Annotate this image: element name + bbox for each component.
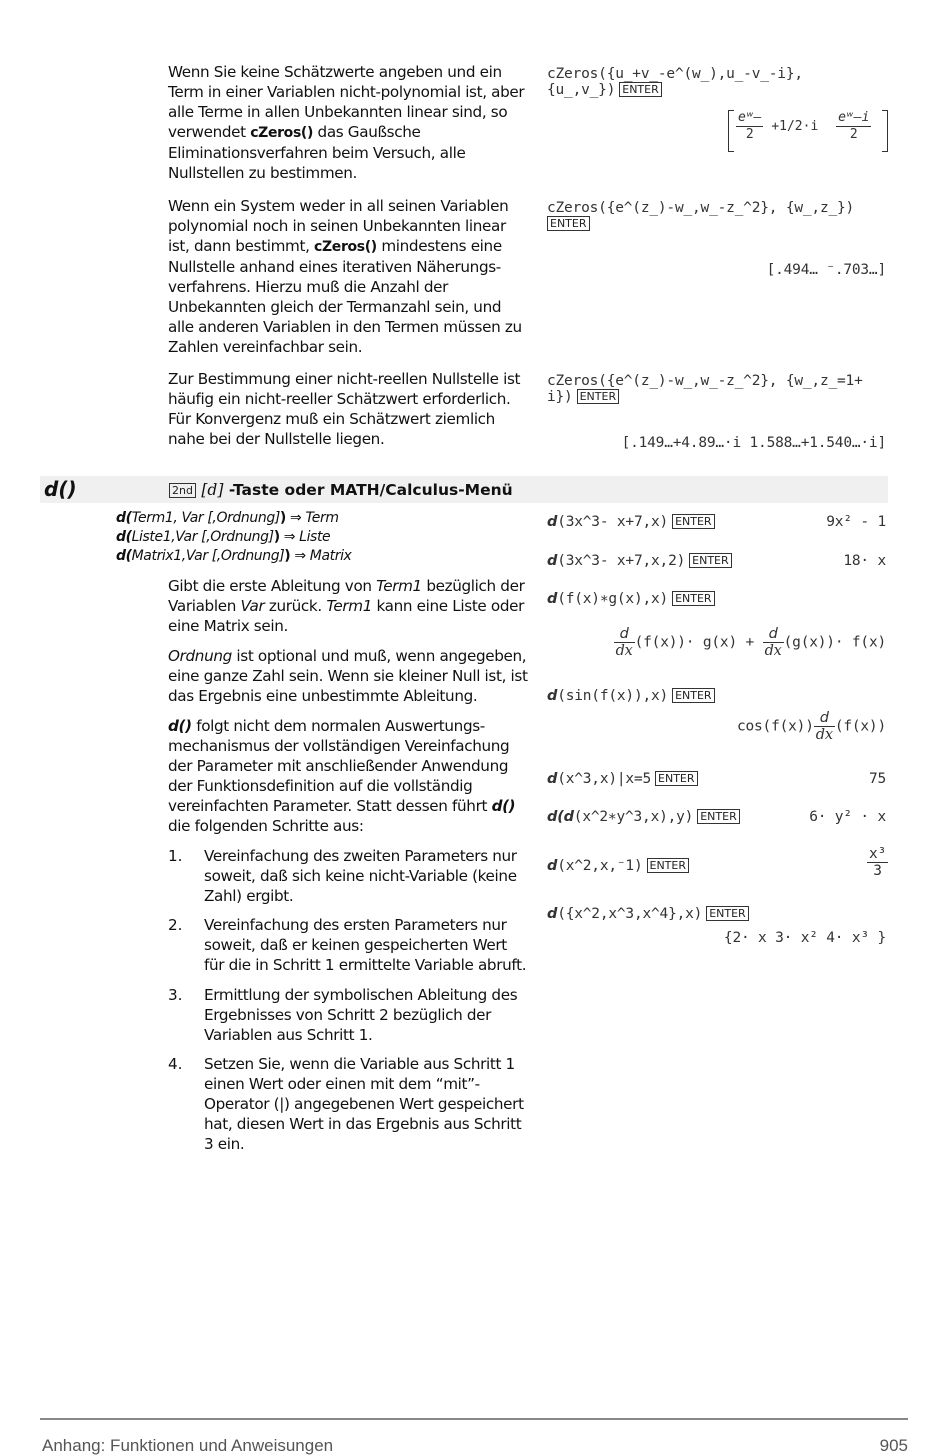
d-fn: d [547,514,558,530]
derivative-den: dx [615,643,633,659]
d-example-3-input [547,591,715,607]
derivative-num: d [814,710,835,727]
italic-ordnung: Ordnung [168,647,232,665]
footer-title: Anhang: Funktionen und Anweisungen [42,1436,334,1455]
d-fn: d [547,906,558,922]
d-example-5-result: 75 [868,771,886,787]
d-fn: d [547,858,558,874]
steps-list [168,846,530,1156]
italic-term: Term1 [326,597,373,615]
enter-key: ENTER [647,858,690,873]
enter-key: ENTER [689,553,732,568]
page-number: 905 [879,1436,908,1455]
czeros-example-2-result: [.494… ⁻.703…] [766,262,886,278]
optional: [,Ordnung] [207,510,280,526]
enter-key: ENTER [619,82,662,97]
term: (f(x)) [834,718,886,735]
derivative-num: d [763,626,784,643]
args: Matrix1,Var [131,548,208,564]
d-fn: d [547,809,558,825]
text: Gibt die erste Ableitung von [168,577,377,595]
d-example-1-result: 9x² - 1 [826,514,886,530]
text: kann eine Liste oder eine Matrix sein. [168,597,525,635]
result: Matrix [309,548,352,564]
expression: (x^3,x)|x=5 [557,771,652,787]
second-key: 2nd [169,483,196,498]
arrow: ⇒ [294,548,306,564]
result: Liste [299,529,331,545]
czeros-example-2-input [547,200,854,232]
italic-term: Term1 [376,577,422,595]
fraction-numerator: eʷ–i [838,110,870,125]
d-example-2-result: 18· x [843,553,886,569]
d-key: [d] [201,481,224,499]
fn: d( [116,529,132,545]
d-example-1-input [547,514,715,530]
text: Wenn Sie keine Schätzwerte angeben und ein Term in einer Variablen nicht-polynomial ist, aber alle Terme in allen Unbekannten linear sind, so verwendet [168,63,525,141]
d-fn: d [547,688,558,704]
header-text: -Taste oder MATH/Calculus-Menü [228,481,513,499]
d-example-4-result [737,710,886,743]
syntax-line-3 [116,547,351,566]
czeros-example-3-result: [.149…+4.89…·i 1.588…+1.540…·i] [621,435,886,451]
enter-key: ENTER [655,771,698,786]
matrix-bracket-right [882,110,888,152]
fraction-denominator: 2 [745,127,754,142]
expression: cZeros({u_+v_-e^(w_),u_-v_-i}, [547,66,803,82]
enter-key: ENTER [577,389,620,404]
fraction-numerator: x³ [868,846,886,862]
fn: d( [116,548,132,564]
arrow: ⇒ [289,510,302,526]
close: ) [273,529,280,545]
result-values: .494… ⁻.703… [775,262,878,278]
optional: [,Ordnung] [211,548,285,564]
d-fn: d [547,553,558,569]
czeros-example-1-input [547,66,803,98]
expression: (x^2,x,⁻1) [557,858,643,874]
czeros-paragraph-2 [168,196,530,357]
args: Liste1,Var [131,529,198,545]
function-name: cZeros() [250,125,314,141]
text: die folgenden Schritte aus: [168,817,364,835]
enter-key: ENTER [547,216,590,231]
czeros-paragraph-3 [168,369,530,449]
term: +1/2·i [771,119,819,134]
term: cos(f(x)) [736,718,814,735]
term: (f(x))· g(x) + [634,634,755,651]
fn: d( [116,510,132,526]
syntax-block [116,509,351,566]
expression: (sin(f(x)),x) [557,688,669,704]
d-paragraph-1 [168,576,530,636]
d-fn: d [547,771,558,787]
d-example-6-input [547,809,740,825]
enter-key: ENTER [672,591,715,606]
key-label: d [207,481,218,499]
enter-key: ENTER [672,688,715,703]
fraction-numerator: eʷ– [738,110,762,125]
arrow: ⇒ [283,529,296,545]
enter-key: ENTER [697,809,740,824]
fraction-denominator: 3 [873,863,882,879]
text: mindestens eine Nullstelle anhand eines iterativen Näherungs-verfahrens. Hierzu muß die Anzahl der Unbekannten gleich der Termanzahl sein, und alle anderen Variablen in den Termen müssen zu Zahlen vereinfachbar sein. [168,237,522,356]
section-title: d() [44,477,77,501]
fraction-denominator: 2 [849,127,858,142]
footer-rule [40,1418,908,1420]
italic-var: Var [240,597,265,615]
czeros-example-3-input [547,373,863,405]
step-number: 2. [168,916,183,934]
step-text: Vereinfachung des ersten Parameters nur soweit, daß er keinen gespeicherten Wert für die in Schritt 1 ermittelte Variable abruft. [204,916,527,974]
matrix-bracket-left [728,110,734,152]
close: ) [284,548,291,564]
text: das Gaußsche Eliminationsverfahren beim Versuch, alle Nullstellen zu bestimmen. [168,123,466,182]
d-example-6-result: 6· y² · x [809,809,886,825]
step-number: 4. [168,1055,183,1073]
czeros-example-1-result [728,110,888,154]
function-name: d() [491,797,516,815]
text: folgt nicht dem normalen Auswertungs-mechanismus der vollständigen Vereinfachung der Parameter mit anschließender Anwendung der Funktionsdefinition auf die vollständig vereinfachten Parameter. Statt dessen führt [168,717,510,815]
result: Term [305,510,339,526]
text: zurück. [264,597,327,615]
text: bezüglich der Variablen [168,577,525,615]
expression: ({x^2,x^3,x^4},x) [557,906,703,922]
text: Zur Bestimmung einer nicht-reellen Nullstelle ist häufig ein nicht-reeller Schätzwert erforderlich. Für Konvergenz muß ein Schätzwert ziemlich nahe bei der Nullstelle liegen. [168,370,521,448]
step-number: 1. [168,847,183,865]
function-name: cZeros() [314,239,377,255]
d-example-4-input [547,688,715,704]
close: ) [279,510,286,526]
result-values: .149…+4.89…·i 1.588…+1.540…·i [630,435,878,451]
d-example-2-input [547,553,732,569]
derivative-den: dx [764,643,782,659]
derivative-den: dx [815,727,833,743]
enter-key: ENTER [672,514,715,529]
d-example-7-result [867,846,888,879]
expression: (x^2∗y^3,x),y) [573,809,694,825]
step-text: Vereinfachung des zweiten Parameters nur soweit, daß sich keine nicht-Variable (keine Zahl) ergibt. [204,847,517,905]
result-matrix [736,110,871,143]
derivative-num: d [614,626,635,643]
step-text: Ermittlung der symbolischen Ableitung des Ergebnisses von Schritt 2 bezüglich der Variablen aus Schritt 1. [204,986,518,1044]
syntax-line-1 [116,509,351,528]
text: ist optional und muß, wenn angegeben, eine ganze Zahl sein. Wenn sie kleiner Null ist, ist das Ergebnis eine unbestimmte Ableitung. [168,647,528,705]
d-fn-inner: (d [557,809,574,825]
enter-key: ENTER [706,906,749,921]
expression: cZeros({e^(z_)-w_,w_-z_^2}, {w_,z_=1+ [547,373,863,389]
expression: i}) [547,389,573,405]
function-name: d() [168,717,192,735]
syntax-line-2 [116,528,351,547]
d-paragraph-2 [168,646,530,706]
d-example-3-result [614,626,886,659]
d-example-8-input [547,906,749,922]
step-number: 3. [168,986,183,1004]
expression: (3x^3- x+7,x,2) [557,553,686,569]
expression: {u_,v_}) [547,82,616,98]
term: (g(x))· f(x) [783,634,886,651]
czeros-paragraph-1 [168,62,530,183]
expression: cZeros({e^(z_)-w_,w_-z_^2}, {w_,z_}) [547,200,855,216]
d-paragraph-3 [168,716,530,836]
d-fn: d [547,591,558,607]
section-header [169,481,513,499]
d-example-7-input [547,858,689,874]
optional: [,Ordnung] [201,529,274,545]
d-example-8-result: {2· x 3· x² 4· x³ } [723,930,886,946]
expression: (3x^3- x+7,x) [557,514,669,530]
d-example-5-input [547,771,698,787]
step-text: Setzen Sie, wenn die Variable aus Schritt 1 einen Wert oder einen mit dem “mit”-Operator (|) angegebenen Wert gespeichert hat, diesen Wert in das Ergebnis aus Schritt 3 ein. [204,1055,524,1153]
args: Term1, Var [131,510,204,526]
text: Wenn ein System weder in all seinen Variablen polynomial noch in seinen Unbekannten linear ist, dann bestimmt, [168,197,509,255]
expression: (f(x)∗g(x),x) [557,591,669,607]
